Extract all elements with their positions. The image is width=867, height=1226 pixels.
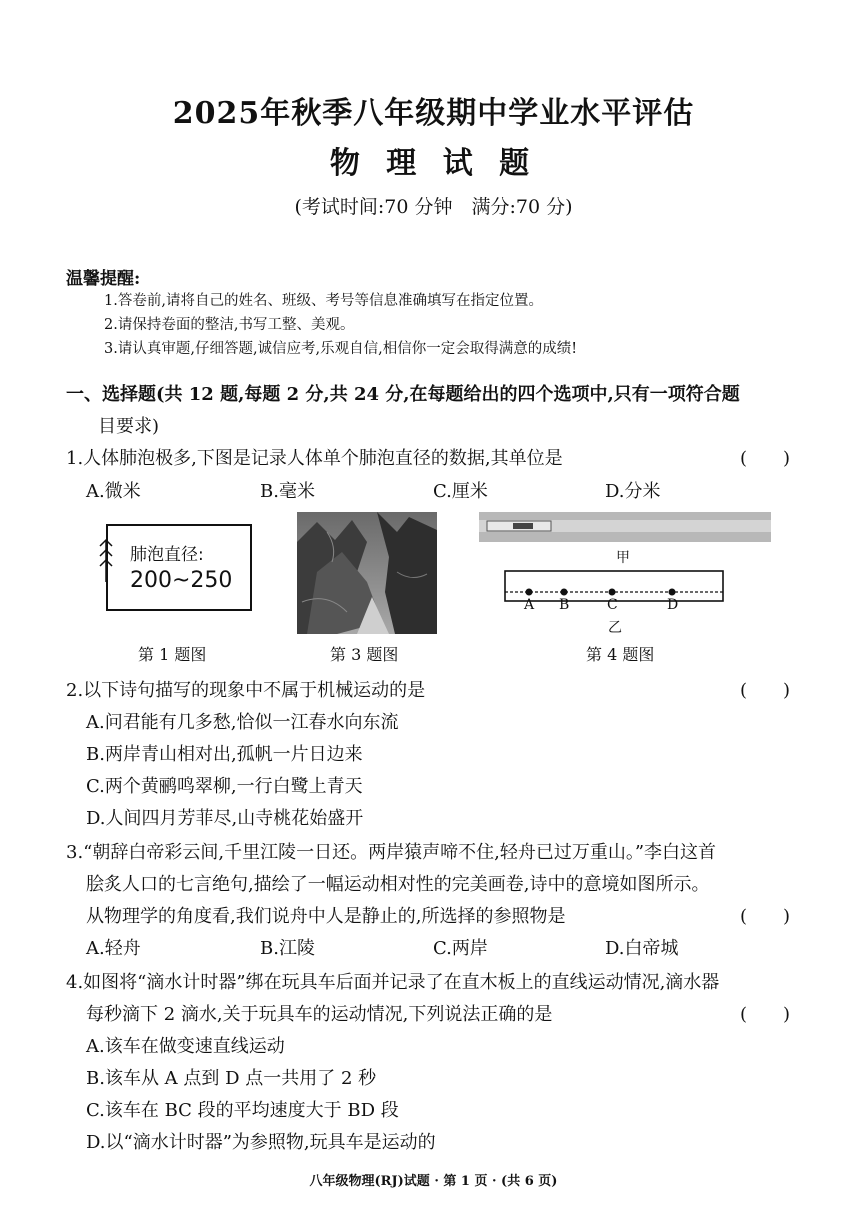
q1-option-b[interactable]: B.毫米	[260, 481, 315, 502]
mountain-river-image	[297, 512, 437, 634]
q1-option-c[interactable]: C.厘米	[433, 481, 488, 502]
question-4-line-2: 每秒滴下 2 滴水,关于玩具车的运动情况,下列说法正确的是	[86, 1004, 553, 1025]
label-jia: 甲	[616, 550, 630, 566]
section-heading-cont: 目要求)	[98, 416, 160, 437]
question-2-stem: 2.以下诗句描写的现象中不属于机械运动的是	[66, 680, 426, 701]
q4-option-d[interactable]: D.以“滴水计时器”为参照物,玩具车是运动的	[86, 1132, 436, 1153]
exam-info: (考试时间:70 分钟 满分:70 分)	[294, 196, 573, 218]
figure-4-caption: 第 4 题图	[586, 645, 655, 664]
q2-option-c[interactable]: C.两个黄鹂鸣翠柳,一行白鹭上青天	[86, 776, 363, 797]
answer-bracket[interactable]: ( )	[740, 448, 791, 469]
point-d-label: D	[667, 597, 679, 613]
point-b-label: B	[559, 597, 570, 613]
q3-option-c[interactable]: C.两岸	[433, 938, 488, 959]
q3-option-d[interactable]: D.白帝城	[605, 938, 679, 959]
figure-1-value: 200~250	[130, 568, 233, 593]
q1-option-d[interactable]: D.分米	[605, 481, 661, 502]
section-heading: 一、选择题(共 12 题,每题 2 分,共 24 分,在每题给出的四个选项中,只有一项符合题	[66, 384, 740, 405]
question-3-line-3: 从物理学的角度看,我们说舟中人是静止的,所选择的参照物是	[86, 906, 566, 927]
q4-option-a[interactable]: A.该车在做变速直线运动	[86, 1036, 285, 1057]
exam-subtitle: 物 理 试 题	[329, 146, 538, 181]
reminder-item: 1.答卷前,请将自己的姓名、班级、考号等信息准确填写在指定位置。	[104, 293, 543, 309]
q1-option-a[interactable]: A.微米	[86, 481, 141, 502]
figure-1-caption: 第 1 题图	[138, 645, 207, 664]
question-4-line-1: 4.如图将“滴水计时器”绑在玩具车后面并记录了在直木板上的直线运动情况,滴水器	[66, 972, 720, 993]
q2-option-b[interactable]: B.两岸青山相对出,孤帆一片日边来	[86, 744, 363, 765]
answer-bracket[interactable]: ( )	[740, 680, 791, 701]
question-3-line-2: 脍炙人口的七言绝句,描绘了一幅运动相对性的完美画卷,诗中的意境如图所示。	[86, 874, 710, 895]
exam-title: 2025年秋季八年级期中学业水平评估	[172, 96, 695, 131]
reminder-item: 3.请认真审题,仔细答题,诚信应考,乐观自信,相信你一定会取得满意的成绩!	[104, 341, 578, 357]
q2-option-a[interactable]: A.问君能有几多愁,恰似一江春水向东流	[86, 712, 399, 733]
q2-option-d[interactable]: D.人间四月芳菲尽,山寺桃花始盛开	[86, 808, 364, 829]
figure-1-label: 肺泡直径:	[130, 545, 204, 565]
question-3-line-1: 3.“朝辞白帝彩云间,千里江陵一日还。两岸猿声啼不住,轻舟已过万重山。”李白这首	[66, 842, 717, 863]
question-1-stem: 1.人体肺泡极多,下图是记录人体单个肺泡直径的数据,其单位是	[66, 448, 563, 469]
wooden-board-photo	[479, 512, 771, 552]
q3-option-a[interactable]: A.轻舟	[86, 938, 141, 959]
reminder-heading: 温馨提醒:	[66, 269, 141, 289]
q4-option-b[interactable]: B.该车从 A 点到 D 点一共用了 2 秒	[86, 1068, 377, 1089]
label-yi: 乙	[608, 620, 622, 636]
q4-option-c[interactable]: C.该车在 BC 段的平均速度大于 BD 段	[86, 1100, 399, 1121]
figure-3-caption: 第 3 题图	[330, 645, 399, 664]
q3-option-b[interactable]: B.江陵	[260, 938, 315, 959]
point-a-label: A	[524, 597, 535, 613]
reminder-item: 2.请保持卷面的整洁,书写工整、美观。	[104, 317, 355, 333]
answer-bracket[interactable]: ( )	[740, 906, 791, 927]
answer-bracket[interactable]: ( )	[740, 1004, 791, 1025]
page-footer: 八年级物理(RJ)试题 · 第 1 页 · (共 6 页)	[309, 1174, 558, 1189]
point-c-label: C	[607, 597, 618, 613]
figure-1-box	[106, 524, 252, 611]
chevron-marks-icon	[96, 536, 116, 586]
